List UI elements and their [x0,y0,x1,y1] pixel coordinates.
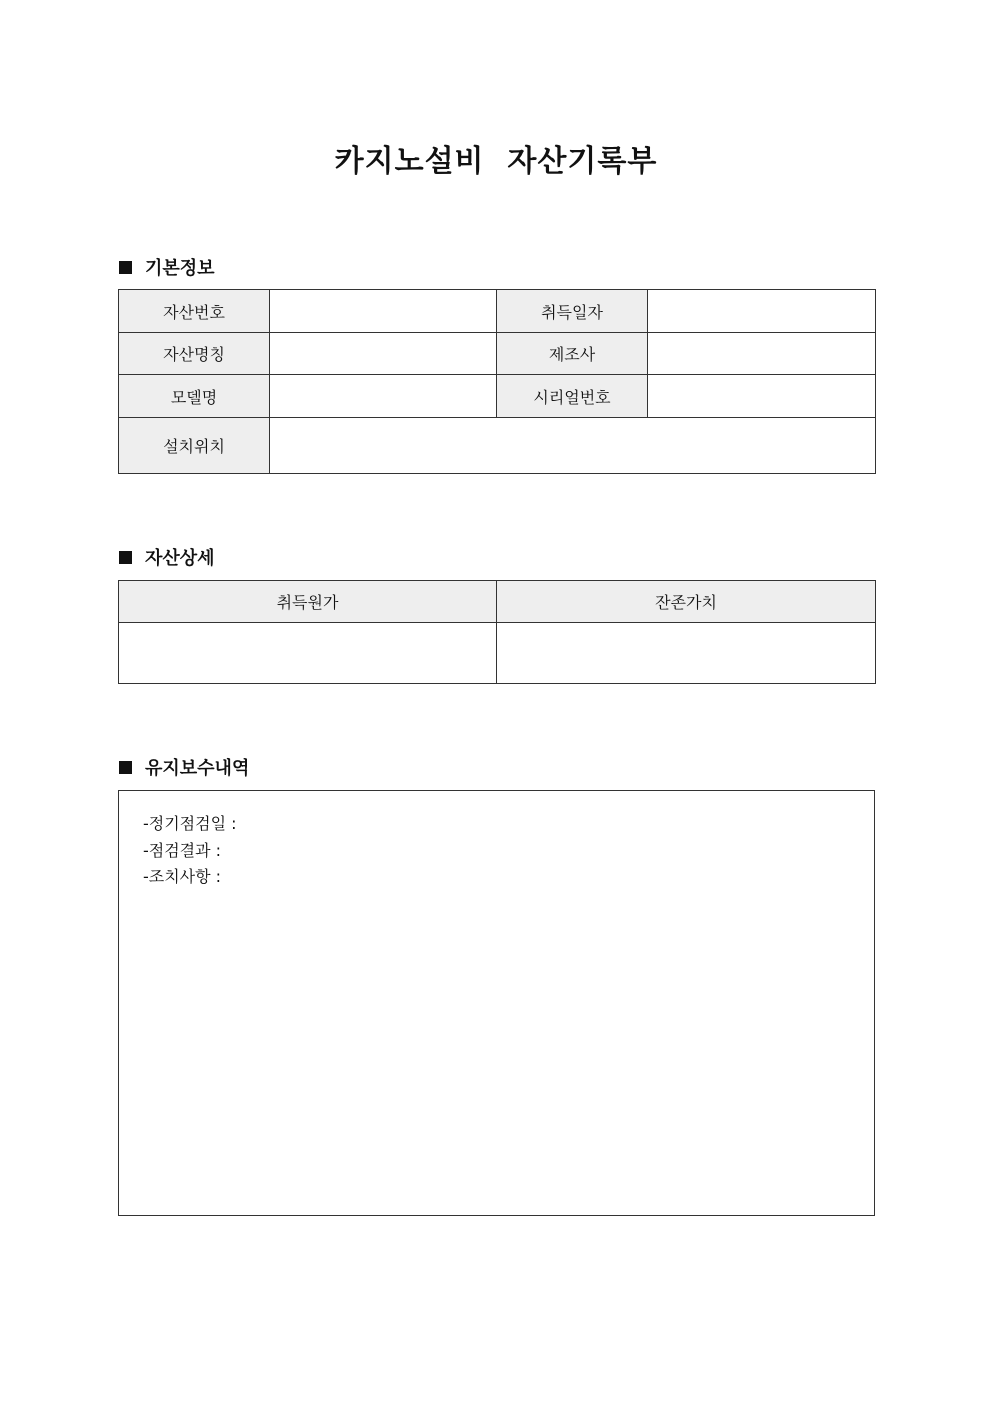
label-residual-value: 잔존가치 [497,581,876,623]
label-model: 모델명 [119,375,270,418]
page-title: 카지노설비 자산기록부 [334,144,658,179]
field-residual-value[interactable] [497,623,876,684]
field-manufacturer[interactable] [648,333,876,375]
field-serial-no[interactable] [648,375,876,418]
square-bullet-icon [119,551,132,564]
field-acquisition-cost[interactable] [119,623,497,684]
table-row [119,333,876,375]
maintenance-lines [143,811,237,891]
table-row [119,418,876,474]
table-row [119,290,876,333]
label-serial-no: 시리얼번호 [497,375,648,418]
section-title: 자산상세 [145,548,215,569]
square-bullet-icon [119,761,132,774]
field-model[interactable] [270,375,497,418]
square-bullet-icon [119,261,132,274]
field-location[interactable] [270,418,876,474]
label-asset-no: 자산번호 [119,290,270,333]
table-row [119,623,876,684]
asset-detail-table [118,580,876,684]
label-acquisition-cost: 취득원가 [119,581,497,623]
label-asset-name: 자산명칭 [119,333,270,375]
section-heading-basic-info [119,254,215,280]
maintenance-line-inspection-date: -정기점검일 : [143,814,237,833]
field-acquired-date[interactable] [648,290,876,333]
section-title: 기본정보 [145,258,215,279]
table-row [119,581,876,623]
label-manufacturer: 제조사 [497,333,648,375]
table-row [119,375,876,418]
maintenance-box[interactable] [118,790,875,1216]
basic-info-table [118,289,876,474]
maintenance-line-inspection-result: -점검결과 : [143,840,222,860]
section-heading-asset-detail [119,544,215,570]
field-asset-name[interactable] [270,333,497,375]
field-asset-no[interactable] [270,290,497,333]
label-location: 설치위치 [119,418,270,474]
section-title: 유지보수내역 [145,758,250,779]
section-heading-maintenance [119,754,249,780]
label-acquired-date: 취득일자 [497,290,648,333]
maintenance-line-action-taken: -조치사항 : [143,867,222,886]
